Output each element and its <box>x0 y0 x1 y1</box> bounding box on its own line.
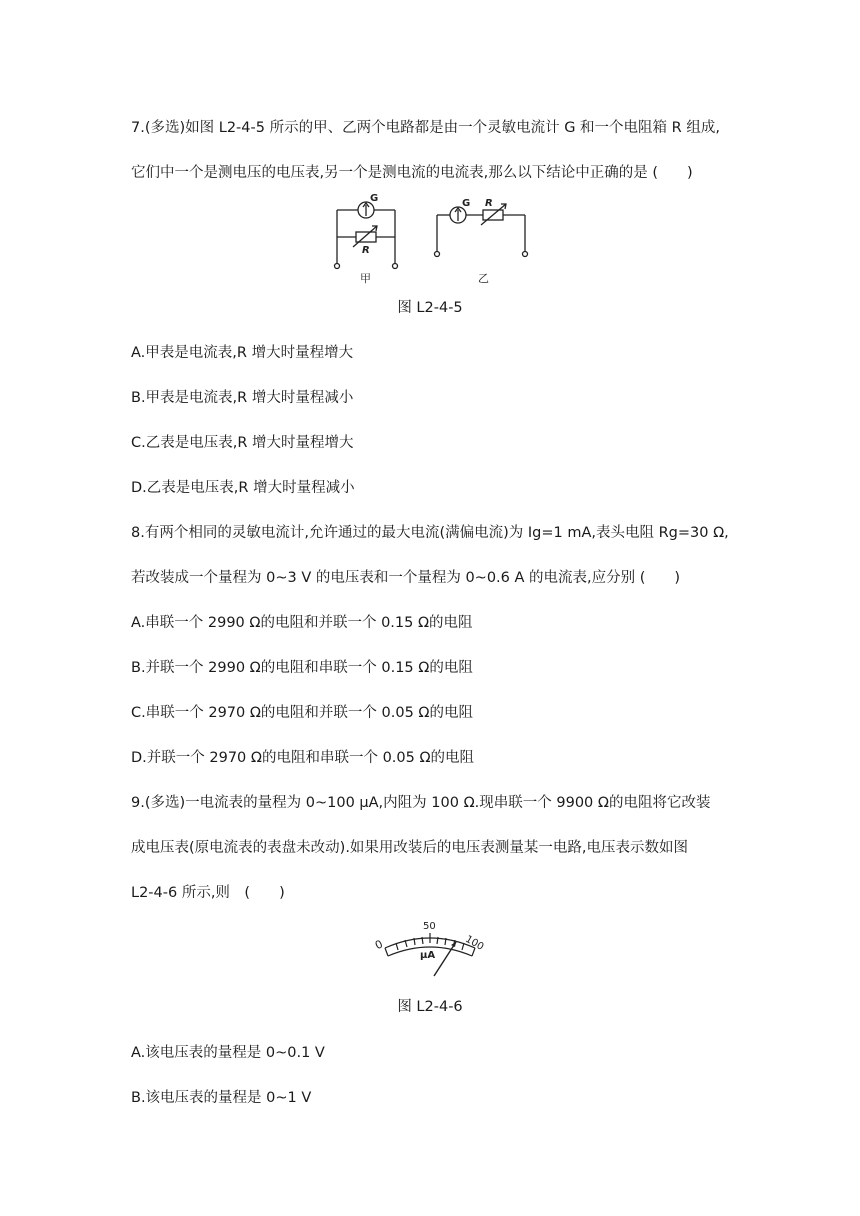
q7-option-b: B.甲表是电流表,R 增大时量程减小 <box>131 390 354 406</box>
q9-stem-line1: 9.(多选)一电流表的量程为 0~100 μA,内阻为 100 Ω.现串联一个 9900 Ω的电阻将它改装 <box>131 795 711 811</box>
q7-stem-line2: 它们中一个是测电压的电压表,另一个是测电流的电流表,那么以下结论中正确的是 ( ) <box>131 165 693 181</box>
q8-stem-line1: 8.有两个相同的灵敏电流计,允许通过的最大电流(满偏电流)为 Ig=1 mA,表头电阻 Rg=30 Ω, <box>131 525 729 541</box>
q8-option-b: B.并联一个 2990 Ω的电阻和串联一个 0.15 Ω的电阻 <box>131 660 473 676</box>
q7-g1-label: G <box>370 193 379 204</box>
q8-stem-line2: 若改装成一个量程为 0~3 V 的电压表和一个量程为 0~0.6 A 的电流表,应分别 ( ) <box>131 570 681 586</box>
q9-option-b: B.该电压表的量程是 0~1 V <box>131 1090 312 1106</box>
q7-figure-caption: 图 L2-4-5 <box>397 300 463 316</box>
q7-r1-label: R <box>362 245 370 256</box>
q8-option-d: D.并联一个 2970 Ω的电阻和串联一个 0.05 Ω的电阻 <box>131 750 475 766</box>
q7-yi-label: 乙 <box>478 272 489 285</box>
q8-option-a: A.串联一个 2990 Ω的电阻和并联一个 0.15 Ω的电阻 <box>131 615 473 631</box>
q9-meter-unit: μA <box>420 950 436 961</box>
q9-meter-fifty: 50 <box>423 921 436 932</box>
q9-meter-hundred: 100 <box>463 933 486 953</box>
q7-option-a: A.甲表是电流表,R 增大时量程增大 <box>131 345 354 361</box>
q9-meter-dial-figure <box>370 912 490 984</box>
q9-meter-zero: 0 <box>372 937 385 953</box>
q7-option-c: C.乙表是电压表,R 增大时量程增大 <box>131 435 354 451</box>
q7-circuit-figure <box>325 190 535 285</box>
q8-option-c: C.串联一个 2970 Ω的电阻和并联一个 0.05 Ω的电阻 <box>131 705 474 721</box>
q7-g2-label: G <box>462 198 471 209</box>
q9-figure-caption: 图 L2-4-6 <box>397 999 463 1015</box>
q7-option-d: D.乙表是电压表,R 增大时量程减小 <box>131 480 355 496</box>
q9-option-a: A.该电压表的量程是 0~0.1 V <box>131 1045 325 1061</box>
q7-r2-label: R <box>485 198 493 209</box>
q9-stem-line2: 成电压表(原电流表的表盘未改动).如果用改装后的电压表测量某一电路,电压表示数如图 <box>131 840 689 856</box>
q7-stem-line1: 7.(多选)如图 L2-4-5 所示的甲、乙两个电路都是由一个灵敏电流计 G 和一个电阻箱 R 组成, <box>131 120 720 136</box>
q9-stem-line3: L2-4-6 所示,则 ( ) <box>131 885 285 901</box>
q7-jia-label: 甲 <box>360 272 371 285</box>
